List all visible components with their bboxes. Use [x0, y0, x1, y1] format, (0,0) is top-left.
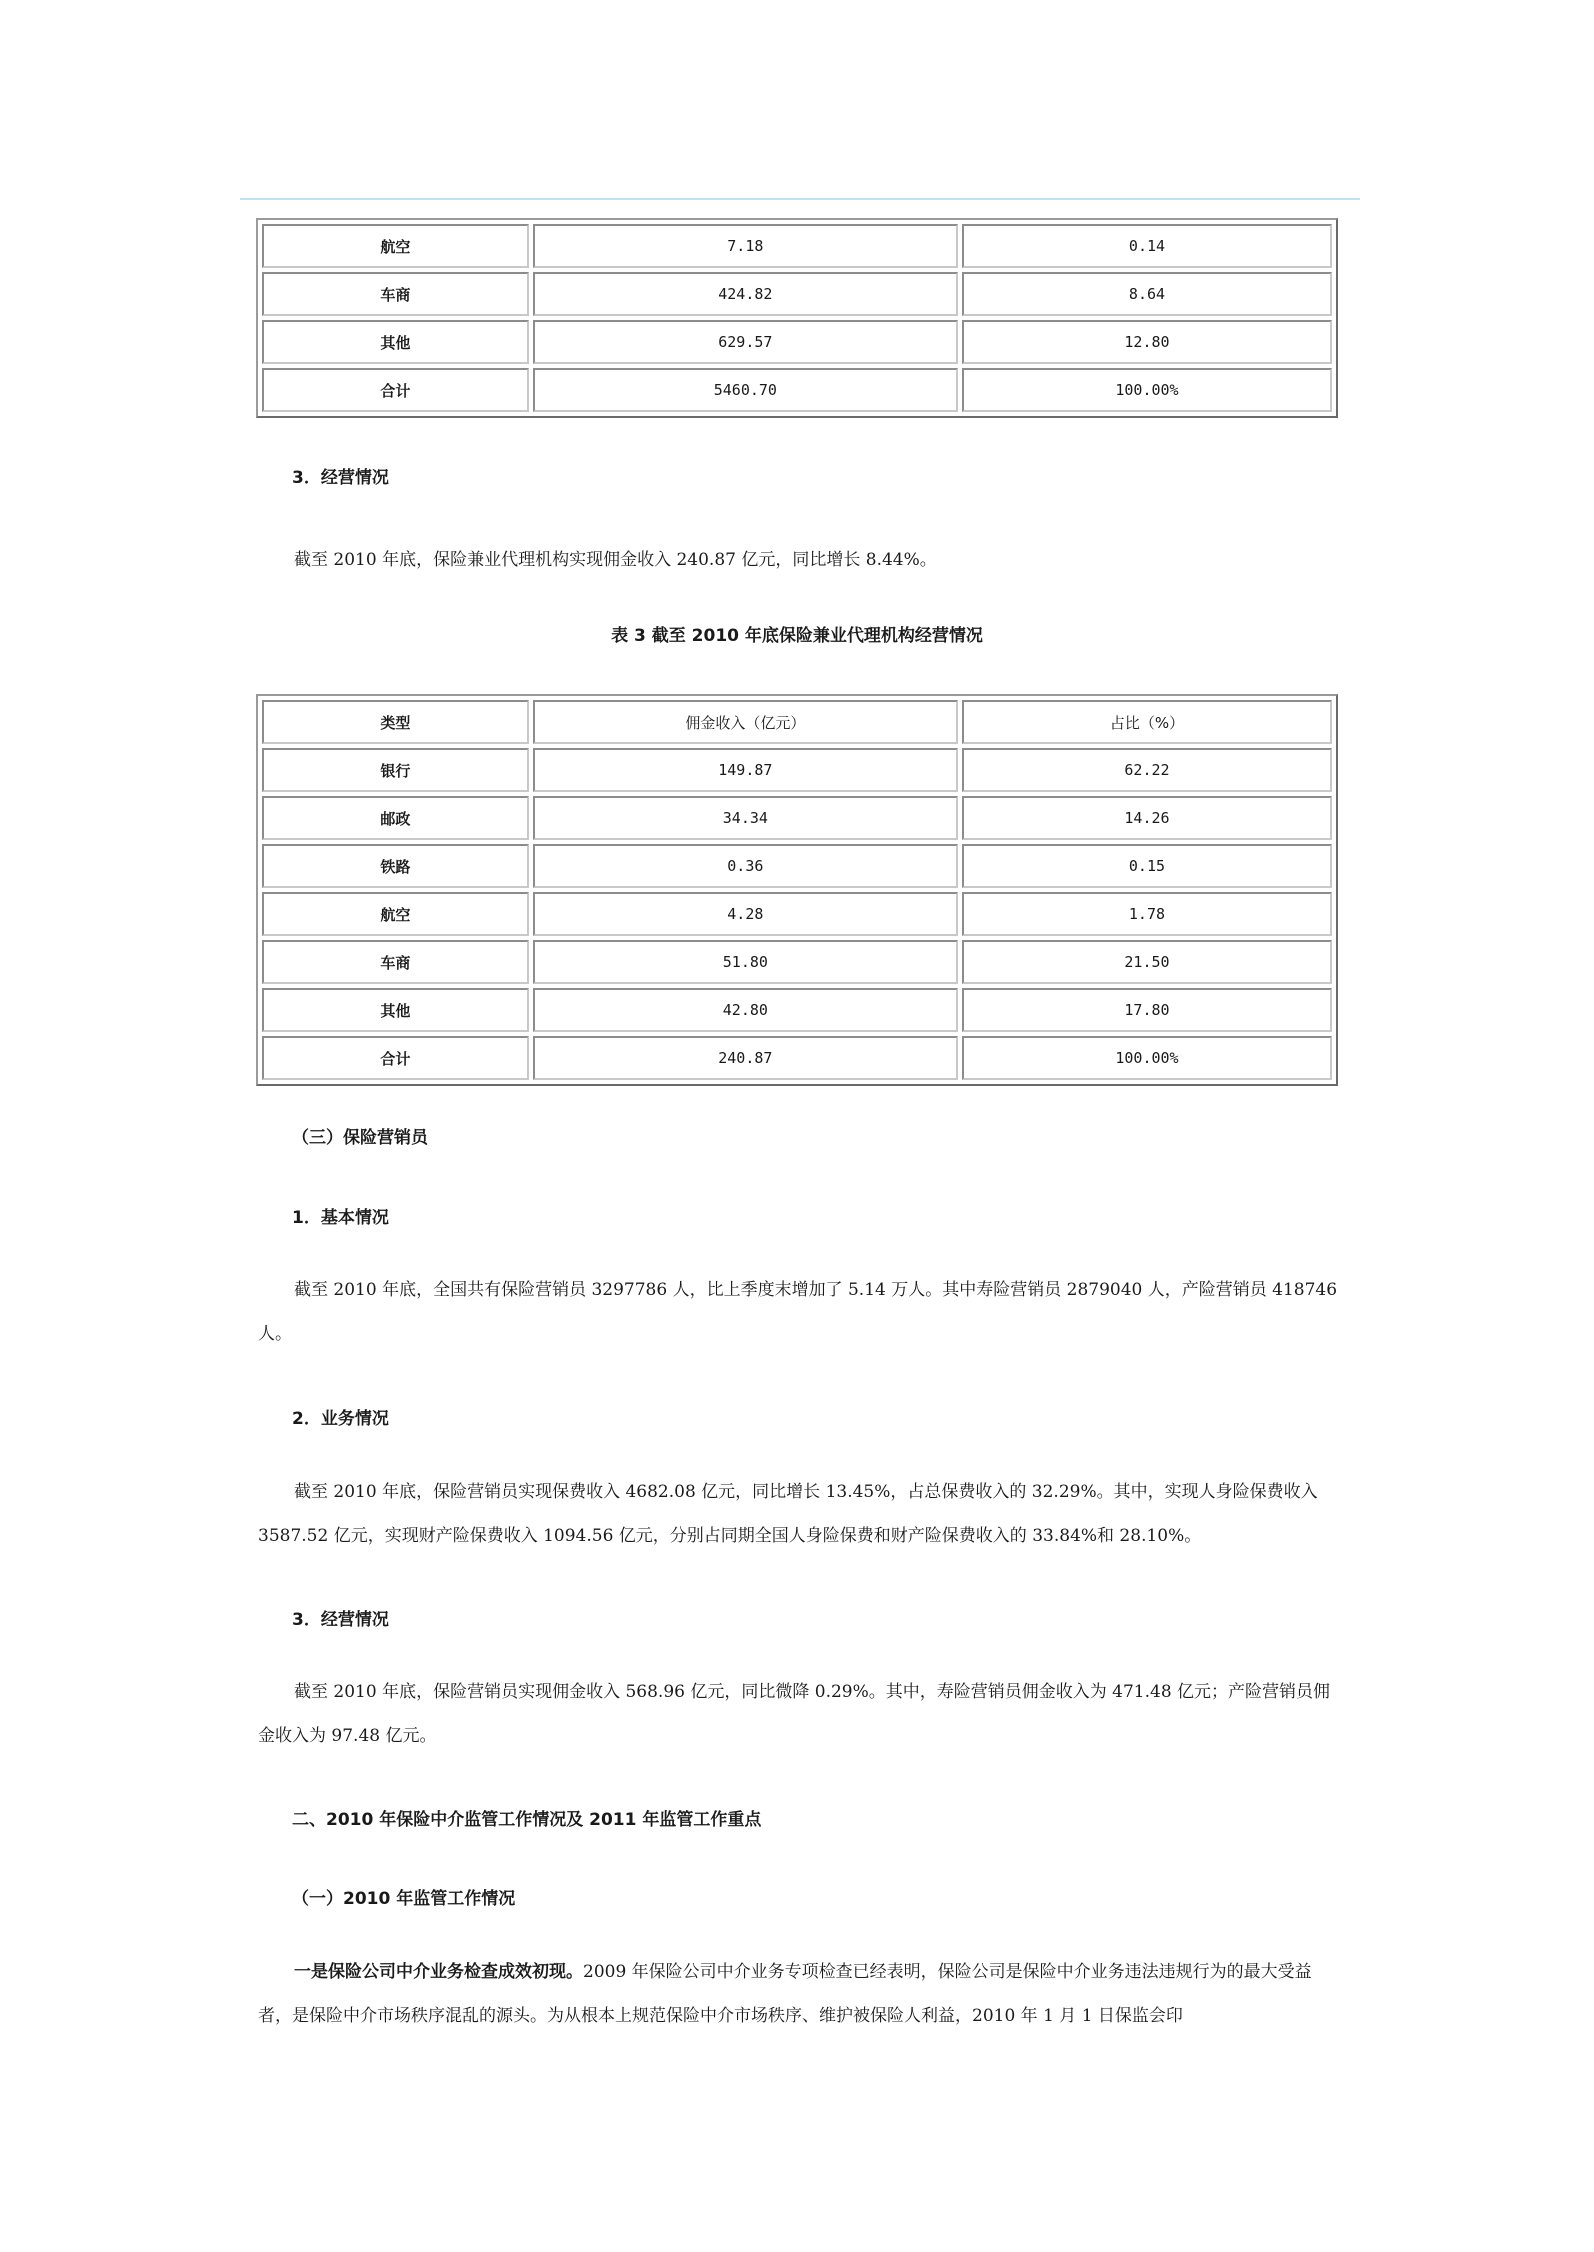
table-cell-share: 17.80: [962, 988, 1332, 1032]
column-header-share: 占比（%）: [962, 700, 1332, 744]
table-row-total: [262, 1036, 1332, 1080]
column-header-type: 类型: [262, 700, 529, 744]
section-heading-2010-work: （一）2010 年监管工作情况: [292, 1889, 516, 1909]
table-row: [262, 320, 1332, 364]
table-cell-type: 铁路: [262, 844, 529, 888]
section-heading-ops: 3．经营情况: [292, 1610, 389, 1630]
table-row: [262, 748, 1332, 792]
section-heading-basic: 1．基本情况: [292, 1208, 389, 1228]
table-row: [262, 224, 1332, 268]
table-cell-value: 629.57: [533, 320, 958, 364]
table-cell-share: 1.78: [962, 892, 1332, 936]
table-row: [262, 796, 1332, 840]
table-cell-value: 424.82: [533, 272, 958, 316]
table-cell-value: 149.87: [533, 748, 958, 792]
table-cell-value: 5460.70: [533, 368, 958, 412]
table-cell-share: 21.50: [962, 940, 1332, 984]
table-cell-type: 车商: [262, 272, 529, 316]
table-cell-type: 航空: [262, 892, 529, 936]
table-cell-share: 14.26: [962, 796, 1332, 840]
table-row: [262, 892, 1332, 936]
section-heading-business: 2．业务情况: [292, 1409, 389, 1429]
chapter-heading-supervision: 二、2010 年保险中介监管工作情况及 2011 年监管工作重点: [292, 1810, 762, 1830]
table-row: [262, 272, 1332, 316]
table-row-total: [262, 368, 1332, 412]
table-cell-type: 银行: [262, 748, 529, 792]
agency-operations-table: [256, 694, 1338, 1086]
basic-paragraph: 截至 2010 年底，全国共有保险营销员 3297786 人，比上季度末增加了 5.14 万人。其中寿险营销员 2879040 人，产险营销员 418746 人。: [258, 1280, 1338, 1344]
table-header-row: [262, 700, 1332, 744]
table-cell-type: 邮政: [262, 796, 529, 840]
table-cell-share: 8.64: [962, 272, 1332, 316]
table-cell-type: 其他: [262, 988, 529, 1032]
table-row: [262, 988, 1332, 1032]
table-row: [262, 940, 1332, 984]
supervision-paragraph: [258, 1950, 1340, 2038]
operations-paragraph: 截至 2010 年底，保险兼业代理机构实现佣金收入 240.87 亿元，同比增长 8.44%。: [294, 550, 937, 570]
table-cell-type: 合计: [262, 1036, 529, 1080]
section-heading-operations: 3．经营情况: [292, 468, 389, 488]
paragraph-lead: 一是保险公司中介业务检查成效初现。: [294, 1962, 583, 1982]
table-cell-type: 合计: [262, 368, 529, 412]
agency-structure-table-continued: [256, 218, 1338, 418]
column-header-commission: 佣金收入（亿元）: [533, 700, 958, 744]
ops-paragraph: 截至 2010 年底，保险营销员实现佣金收入 568.96 亿元，同比微降 0.29%。其中，寿险营销员佣金收入为 471.48 亿元；产险营销员佣金收入为 97.48 亿元。: [258, 1682, 1331, 1746]
table-row: [262, 844, 1332, 888]
table-cell-share: 62.22: [962, 748, 1332, 792]
table-caption: 表 3 截至 2010 年底保险兼业代理机构经营情况: [611, 626, 983, 646]
table-cell-share: 0.15: [962, 844, 1332, 888]
table-cell-value: 0.36: [533, 844, 958, 888]
table-cell-value: 51.80: [533, 940, 958, 984]
table-cell-value: 42.80: [533, 988, 958, 1032]
table-cell-type: 车商: [262, 940, 529, 984]
table-cell-value: 240.87: [533, 1036, 958, 1080]
table-cell-type: 航空: [262, 224, 529, 268]
table-cell-value: 4.28: [533, 892, 958, 936]
top-divider: [240, 198, 1360, 200]
table-cell-share: 100.00%: [962, 368, 1332, 412]
table-cell-value: 34.34: [533, 796, 958, 840]
business-paragraph: 截至 2010 年底，保险营销员实现保费收入 4682.08 亿元，同比增长 13.45%，占总保费收入的 32.29%。其中，实现人身险保费收入 3587.52 亿元，实现财产险保费收入 1094.56 亿元，分别占同期全国人身险保费和财产险保费收入的 33.84%和 28.10%。: [258, 1482, 1318, 1546]
table-cell-type: 其他: [262, 320, 529, 364]
section-heading-sales-agents: （三）保险营销员: [292, 1128, 428, 1148]
table-cell-value: 7.18: [533, 224, 958, 268]
table-cell-share: 100.00%: [962, 1036, 1332, 1080]
table-cell-share: 0.14: [962, 224, 1332, 268]
table-cell-share: 12.80: [962, 320, 1332, 364]
paragraph-body: 2009 年保险公司中介业务专项检查已经表明，保险公司是保险中介业务违法违规行为的最大受益者，是保险中介市场秩序混乱的源头。为从根本上规范保险中介市场秩序、维护被保险人利益，2010 年 1 月 1 日保监会印: [258, 1962, 1312, 2026]
